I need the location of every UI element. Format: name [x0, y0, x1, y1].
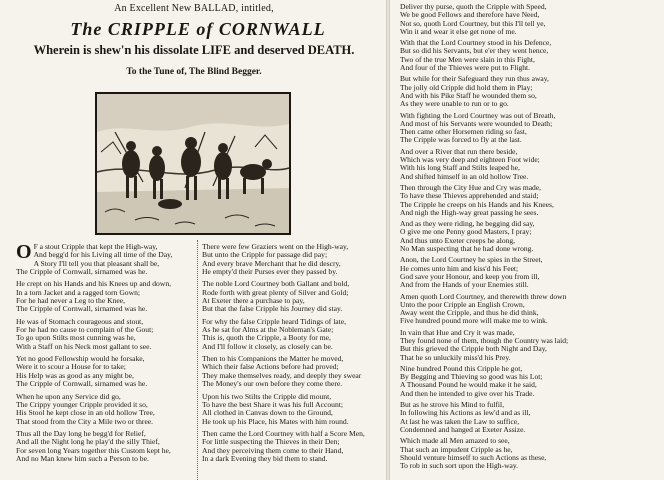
- stanza: [16, 243, 194, 276]
- verse-line: Then came other Horsemen riding so fast,: [400, 127, 527, 137]
- verse-line: To go upon Stilts most cunning was he,: [16, 333, 136, 343]
- stanza: [16, 318, 194, 351]
- stanza: [16, 355, 194, 388]
- verse-line: Amen quoth Lord Courtney, and therewith threw down: [400, 291, 567, 301]
- verse-line: The Cripple was forced to fly at the last.: [400, 135, 522, 145]
- verse-line: O give me one Penny good Masters, I pray;: [400, 227, 532, 237]
- ballad-heading: An Excellent New BALLAD, intitled,: [114, 3, 274, 14]
- stanza: [400, 220, 662, 253]
- tune-line: To the Tune of, The Blind Begger.: [126, 67, 262, 77]
- verse-line: That he so unluckily miss'd his Prey.: [400, 352, 511, 362]
- verse-line: The Cripple he creeps on his Hands and his Knees,: [400, 199, 554, 209]
- ballad-title: The CRIPPLE of CORNWALL: [70, 19, 326, 39]
- verse-line: A Story I'll tell you that pleasant shall be,: [33, 258, 160, 268]
- verse-line: There were few Graziers went on the High-way,: [202, 242, 349, 251]
- ballad-column-left: [16, 243, 194, 467]
- verse-line: The Money's our own before they come there.: [202, 379, 343, 389]
- verse-line: Win it and wear it else get none of me.: [400, 26, 517, 36]
- verse-line: In vain that Hue and Cry it was made,: [400, 327, 515, 337]
- ballad-column-right: [400, 3, 662, 473]
- column-divider: [197, 240, 199, 480]
- verse-line: But that the false Cripple his Journey did stay.: [202, 304, 343, 314]
- verse-line: When he upon any Service did go,: [16, 391, 121, 401]
- verse-line: For seven long Years together this Custom kept he,: [16, 445, 171, 455]
- stanza: [202, 430, 382, 463]
- verse-line: But as he strove his Mind to fulfil,: [400, 400, 504, 410]
- stanza: [400, 148, 662, 181]
- verse-line: For he had never a Leg to the Knee,: [16, 296, 126, 306]
- verse-line: To have the best Share it was his full Account;: [202, 399, 343, 409]
- ballad-subtitle: Wherein is shew'n his dissolate LIFE and deserved DEATH.: [33, 43, 355, 57]
- verse-line: To rob in such sort upon the High-way.: [400, 461, 519, 471]
- stanza: [400, 293, 662, 326]
- verse-line: He comes unto him and kiss'd his Feet;: [400, 263, 519, 273]
- verse-line: The Cripple of Cornwall, sirnamed was he.: [16, 267, 148, 277]
- verse-line: Condemned and hanged at Exeter Assize.: [400, 424, 526, 434]
- verse-line: And begg'd for his Living all time of the Day,: [33, 250, 173, 260]
- verse-line: But so did his Servants, but e'er they went hence,: [400, 46, 549, 56]
- verse-line: Deliver thy purse, quoth the Cripple with Speed,: [400, 2, 547, 11]
- verse-line: No Man suspecting that he had done wrong.: [400, 244, 534, 254]
- verse-line: Nine hundred Pound this Cripple he got,: [400, 363, 523, 373]
- verse-line: And every brave Merchant that he did descry,: [202, 258, 341, 268]
- verse-line: And from the Hands of your Enemies still.: [400, 280, 529, 290]
- drop-cap: O: [16, 241, 32, 263]
- verse-line: A Thousand Pound he would make it he said,: [400, 380, 537, 390]
- verse-line: F a stout Cripple that kept the High-way,: [33, 242, 158, 251]
- stanza: [400, 184, 662, 217]
- stanza: [16, 430, 194, 463]
- verse-line: For he had no cause to complain of the Gout;: [16, 325, 154, 335]
- verse-line: But unto the Cripple for passage did pay;: [202, 250, 328, 260]
- verse-line: By Begging and Thieving so good was his Lot;: [400, 372, 543, 382]
- stanza: [400, 75, 662, 108]
- verse-line: And nigh the High-way great passing he sees.: [400, 207, 539, 217]
- stanza: [400, 437, 662, 470]
- verse-line: And shifted himself in an old hollow Tree.: [400, 171, 529, 181]
- verse-line: Which their false Actions before had proved;: [202, 362, 339, 372]
- verse-line: That stood from the City a Mile two or three.: [16, 416, 154, 426]
- verse-line: The Crippy younger Cripple provided it so,: [16, 399, 148, 409]
- verse-line: At Exeter there a purchase to pay,: [202, 296, 305, 306]
- verse-line: In a torn Jacket and a ragged torn Gown;: [16, 287, 140, 297]
- verse-line: All clothed in Canvas down to the Ground,: [202, 408, 333, 418]
- verse-line: And then he intended to give over his Trade.: [400, 388, 535, 398]
- verse-line: We be good Fellows and therefore have Need,: [400, 10, 540, 20]
- stanza: [400, 39, 662, 72]
- stanza: [16, 393, 194, 426]
- verse-line: Should venture himself to such Actions as these,: [400, 452, 547, 462]
- verse-line: He empty'd their Purses ever they passed by.: [202, 267, 338, 277]
- stanza: [202, 243, 382, 276]
- verse-line: And four of the Thieves were put to Flight.: [400, 63, 531, 73]
- verse-line: That such an impudent Cripple as he,: [400, 444, 513, 454]
- verse-line: And with his Pike Staff he wounded them so,: [400, 90, 537, 100]
- verse-line: They found none of them, though the Country was laid;: [400, 335, 569, 345]
- verse-line: This is, quoth the Cripple, a Booty for me,: [202, 333, 331, 343]
- verse-line: Upon his two Stilts the Cripple did mount,: [202, 391, 332, 401]
- verse-line: Two of the true Men were slain in this Fight,: [400, 54, 535, 64]
- verse-line: Which made all Men amazed to see,: [400, 436, 510, 446]
- woodcut-illustration: [95, 92, 291, 235]
- stanza: [400, 329, 662, 362]
- verse-line: They make themselves ready, and deeply they swear: [202, 370, 362, 380]
- verse-line: As he sat for Alms at the Nobleman's Gate;: [202, 325, 334, 335]
- stanza: [400, 112, 662, 145]
- verse-line: Then through the City Hue and Cry was made,: [400, 182, 542, 192]
- verse-line: In following his Actions as lew'd and as ill,: [400, 408, 531, 418]
- verse-line: Which was very deep and eighteen Foot wide;: [400, 155, 540, 165]
- verse-line: And all the Night long he play'd the silly Thief,: [16, 437, 160, 447]
- verse-line: And I'll follow it closely, as closely can be.: [202, 341, 333, 351]
- stanza: [202, 280, 382, 313]
- verse-line: With that the Lord Courtney stood in his Defence,: [400, 38, 552, 48]
- verse-line: Yet no good Fellowship would he forsake,: [16, 354, 145, 364]
- verse-line: His Stool he kept close in an old hollow Tree,: [16, 408, 155, 418]
- verse-line: With his long Staff and Stilts leaped he,: [400, 163, 520, 173]
- verse-line: With a Staff on his Neck most gallant to see.: [16, 341, 152, 351]
- stanza: [202, 318, 382, 351]
- verse-line: For why the false Cripple heard Tidings of late,: [202, 316, 347, 326]
- verse-line: Then came the Lord Courtney with half a Score Men,: [202, 428, 365, 438]
- verse-line: As they were unable to run or to go.: [400, 99, 509, 109]
- verse-line: Unto the poor Cripple an English Crown,: [400, 299, 525, 309]
- verse-line: For little suspecting the Thieves in their Den;: [202, 437, 340, 447]
- stanza: [400, 365, 662, 398]
- verse-line: Anon, the Lord Courtney he spies in the Street,: [400, 255, 543, 265]
- verse-line: The Cripple of Cornwall, sirnamed was he.: [16, 304, 148, 314]
- stanza: [400, 401, 662, 434]
- verse-line: Were it to scour a House for to take;: [16, 362, 126, 372]
- verse-line: And no Man knew him such a Person to be.: [16, 453, 149, 463]
- verse-line: He took up his Place, his Mates with him round.: [202, 416, 349, 426]
- verse-line: Rode forth with great plenty of Silver and Gold;: [202, 287, 349, 297]
- verse-line: Five hundred pound more will make me to wink.: [400, 316, 548, 326]
- stanza: [400, 3, 662, 36]
- verse-line: To have these Thieves apprehended and staid;: [400, 191, 539, 201]
- verse-line: The jolly old Cripple did hold them in Play;: [400, 82, 533, 92]
- verse-line: He crept on his Hands and his Knees up and down,: [16, 279, 172, 289]
- verse-line: Away went the Cripple, and thus he did think,: [400, 308, 539, 318]
- verse-line: Then to his Companions the Matter he moved,: [202, 354, 344, 364]
- verse-line: And most of his Servants were wounded to Death;: [400, 118, 553, 128]
- stanza: [16, 280, 194, 313]
- stanza: [202, 393, 382, 426]
- verse-line: God save your Honour, and keep you from ill,: [400, 271, 540, 281]
- verse-line: But this grieved the Cripple both Night and Day,: [400, 344, 547, 354]
- ballad-column-middle: [202, 243, 382, 467]
- verse-line: In a dark Evening they bid them to stand.: [202, 453, 328, 463]
- verse-line: And thus unto Exeter creeps he along,: [400, 235, 516, 245]
- verse-line: With fighting the Lord Courtney was out of Breath,: [400, 110, 556, 120]
- verse-line: He was of Stomach courageous and stout,: [16, 316, 144, 326]
- verse-line: But while for their Safeguard they run thus away,: [400, 74, 549, 84]
- verse-line: And over a River that run there beside,: [400, 146, 518, 156]
- verse-line: At last he was taken the Law to suffice,: [400, 416, 520, 426]
- verse-line: The noble Lord Courtney both Gallant and bold,: [202, 279, 350, 289]
- verse-line: And as they were riding, he begging did say,: [400, 219, 535, 229]
- verse-line: Thus all the Day long he begg'd for Relief,: [16, 428, 146, 438]
- stanza: [202, 355, 382, 388]
- verse-line: The Cripple of Cornwall, sirnamed was he.: [16, 379, 148, 389]
- verse-line: And they perceiving them come to their Hand,: [202, 445, 344, 455]
- verse-line: Not so, quoth Lord Courtney, but this I'll tell ye,: [400, 18, 546, 28]
- verse-line: His Help was as good as any might be,: [16, 370, 134, 380]
- stanza: [400, 256, 662, 289]
